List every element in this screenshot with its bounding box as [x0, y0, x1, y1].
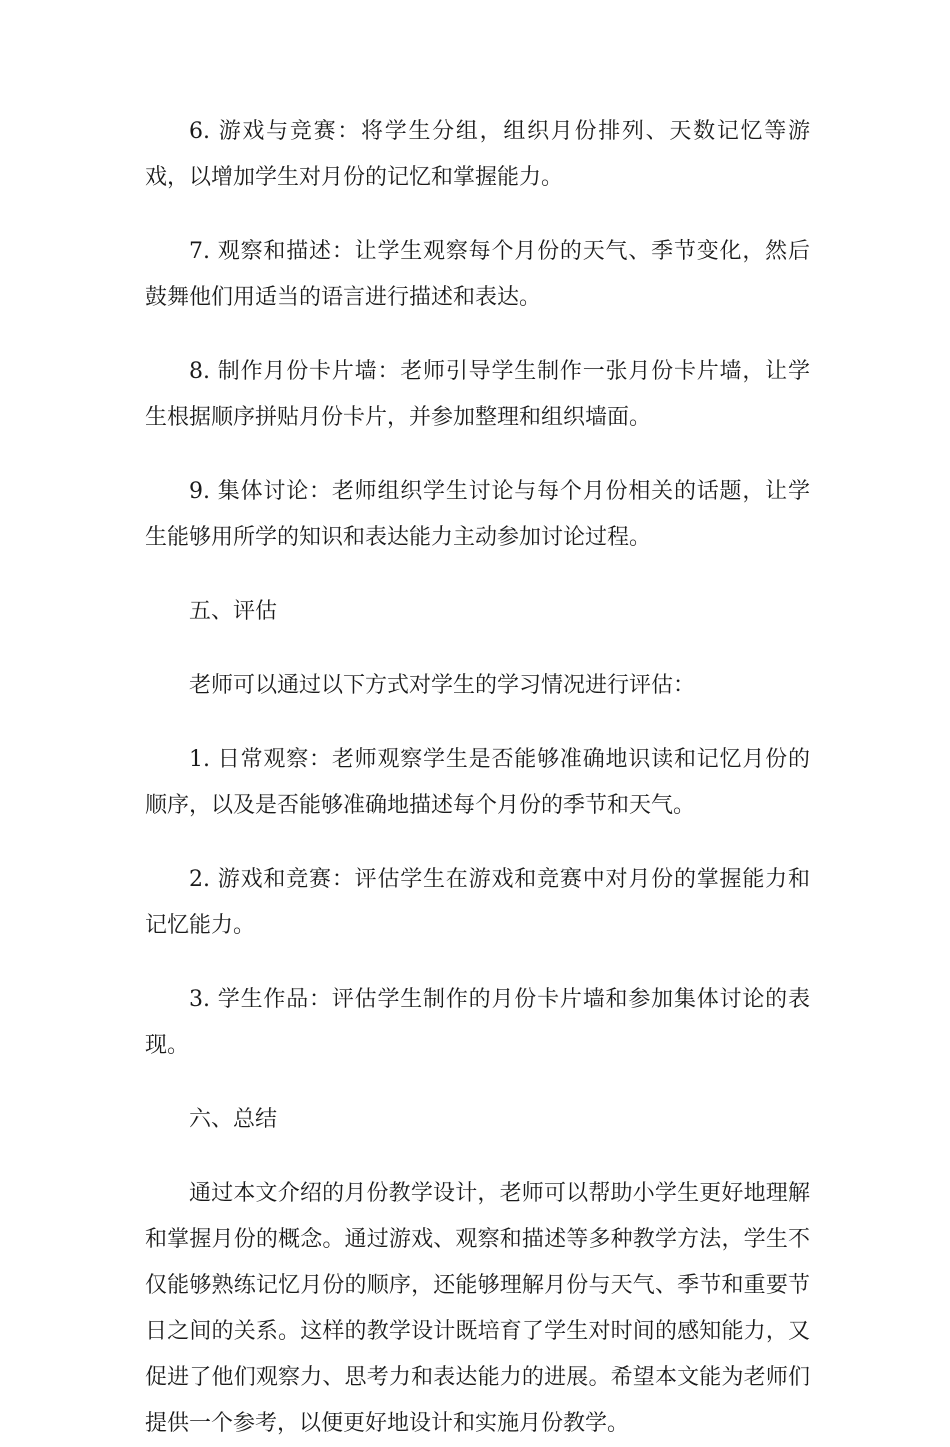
paragraph-activity-7: 7. 观察和描述：让学生观察每个月份的天气、季节变化，然后鼓舞他们用适当的语言进行描述和表达。: [145, 239, 810, 310]
paragraph-summary: 通过本文介绍的月份教学设计，老师可以帮助小学生更好地理解和掌握月份的概念。通过游戏、观察和描述等多种教学方法，学生不仅能够熟练记忆月份的顺序，还能够理解月份与天气、季节和重要节日之间的关系。这样的教学设计既培育了学生对时间的感知能力，又促进了他们观察力、思考力和表达能力的进展。希望本文能为老师们提供一个参考，以便更好地设计和实施月份教学。: [145, 1181, 810, 1436]
paragraph-activity-9: 9. 集体讨论：老师组织学生讨论与每个月份相关的话题，让学生能够用所学的知识和表达能力主动参加讨论过程。: [145, 479, 810, 550]
document-body: [145, 109, 810, 1447]
paragraph-activity-8: 8. 制作月份卡片墙：老师引导学生制作一张月份卡片墙，让学生根据顺序拼贴月份卡片，并参加整理和组织墙面。: [145, 359, 810, 430]
section-heading-summary: 六、总结: [189, 1107, 278, 1132]
paragraph-evaluation-2: 2. 游戏和竞赛：评估学生在游戏和竞赛中对月份的掌握能力和记忆能力。: [145, 867, 810, 938]
paragraph-activity-6: 6. 游戏与竞赛：将学生分组，组织月份排列、天数记忆等游戏，以增加学生对月份的记忆和掌握能力。: [145, 119, 810, 190]
paragraph-evaluation-1: 1. 日常观察：老师观察学生是否能够准确地识读和记忆月份的顺序，以及是否能够准确地描述每个月份的季节和天气。: [145, 747, 810, 818]
paragraph-evaluation-intro: 老师可以通过以下方式对学生的学习情况进行评估：: [189, 673, 696, 698]
paragraph-evaluation-3: 3. 学生作品：评估学生制作的月份卡片墙和参加集体讨论的表现。: [145, 987, 810, 1058]
section-heading-evaluation: 五、评估: [189, 599, 278, 624]
